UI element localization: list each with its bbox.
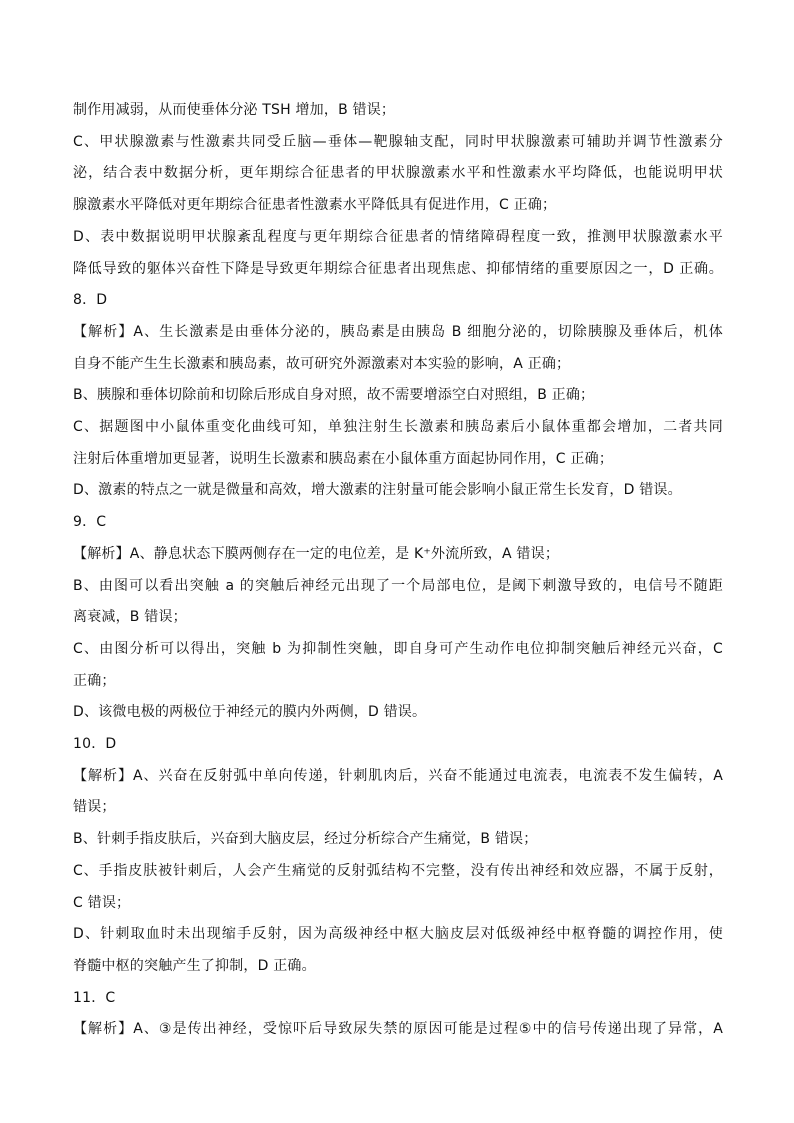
- text-line: 离衰减，B 错误；: [73, 609, 187, 626]
- text-line: 错误；: [73, 799, 116, 816]
- text-line: 【解析】A、生长激素是由垂体分泌的，胰岛素是由胰岛 B 细胞分泌的，切除胰腺及垂体后，机体: [73, 323, 723, 340]
- text-line: D、该微电极的两极位于神经元的膜内外两侧，D 错误。: [73, 704, 427, 721]
- text-line: D、针刺取血时未出现缩手反射，因为高级神经中枢大脑皮层对低级神经中枢脊髓的调控作用，使: [73, 926, 723, 943]
- text-line: D、表中数据说明甲状腺紊乱程度与更年期综合征患者的情绪障碍程度一致，推测甲状腺激素水平: [73, 228, 723, 245]
- text-line: 制作用减弱，从而使垂体分泌 TSH 增加，B 错误；: [73, 102, 396, 118]
- text-line: 腺激素水平降低对更年期综合征患者性激素水平降低具有促进作用，C 正确；: [73, 197, 557, 214]
- text-line: C、由图分析可以得出，突触 b 为抑制性突触，即自身可产生动作电位抑制突触后神经元兴奋，C: [73, 640, 723, 657]
- text-line: B、由图可以看出突触 a 的突触后神经元出现了一个局部电位，是阈下刺激导致的，电信号不随距: [73, 577, 723, 594]
- text-line: 【解析】A、静息状态下膜两侧存在一定的电位差，是 K⁺外流所致，A 错误；: [73, 545, 560, 562]
- text-line: 泌，结合表中数据分析，更年期综合征患者的甲状腺激素水平和性激素水平均降低，也能说明甲状: [73, 165, 723, 182]
- text-line: 注射后体重增加更显著，说明生长激素和胰岛素在小鼠体重方面起协同作用，C 正确；: [73, 450, 614, 467]
- text-line: 降低导致的躯体兴奋性下降是导致更年期综合征患者出现焦虑、抑郁情绪的重要原因之一，D 正确。: [73, 260, 723, 277]
- text-line: D、激素的特点之一就是微量和高效，增大激素的注射量可能会影响小鼠正常生长发育，D 错误。: [73, 482, 682, 499]
- text-line: B、胰腺和垂体切除前和切除后形成自身对照，故不需要增添空白对照组，B 正确；: [73, 387, 595, 404]
- text-line: B、针刺手指皮肤后，兴奋到大脑皮层，经过分析综合产生痛觉，B 错误；: [73, 831, 538, 848]
- text-line: 9．C: [73, 514, 107, 531]
- text-line: 自身不能产生生长激素和胰岛素，故可研究外源激素对本实验的影响，A 正确；: [73, 355, 571, 372]
- text-line: 正确；: [73, 672, 116, 689]
- text-line: 10．D: [73, 736, 117, 752]
- text-line: C、手指皮肤被针刺后，人会产生痛觉的反射弧结构不完整，没有传出神经和效应器，不属于反射，: [73, 862, 723, 879]
- text-line: 11．C: [73, 989, 116, 1006]
- text-line: 8．D: [73, 292, 108, 309]
- text-line: C、据题图中小鼠体重变化曲线可知，单独注射生长激素和胰岛素后小鼠体重都会增加，二者共同: [73, 419, 723, 435]
- text-line: C、甲状腺激素与性激素共同受丘脑—垂体—靶腺轴支配，同时甲状腺激素可辅助并调节性激素分: [73, 133, 723, 150]
- text-line: 【解析】A、兴奋在反射弧中单向传递，针刺肌肉后，兴奋不能通过电流表，电流表不发生偏转，A: [73, 767, 723, 784]
- text-line: 脊髓中枢的突触产生了抑制，D 正确。: [73, 957, 316, 974]
- text-line: C 错误；: [73, 894, 131, 911]
- text-line: 【解析】A、③是传出神经，受惊吓后导致尿失禁的原因可能是过程⑤中的信号传递出现了异常，A: [73, 1021, 723, 1038]
